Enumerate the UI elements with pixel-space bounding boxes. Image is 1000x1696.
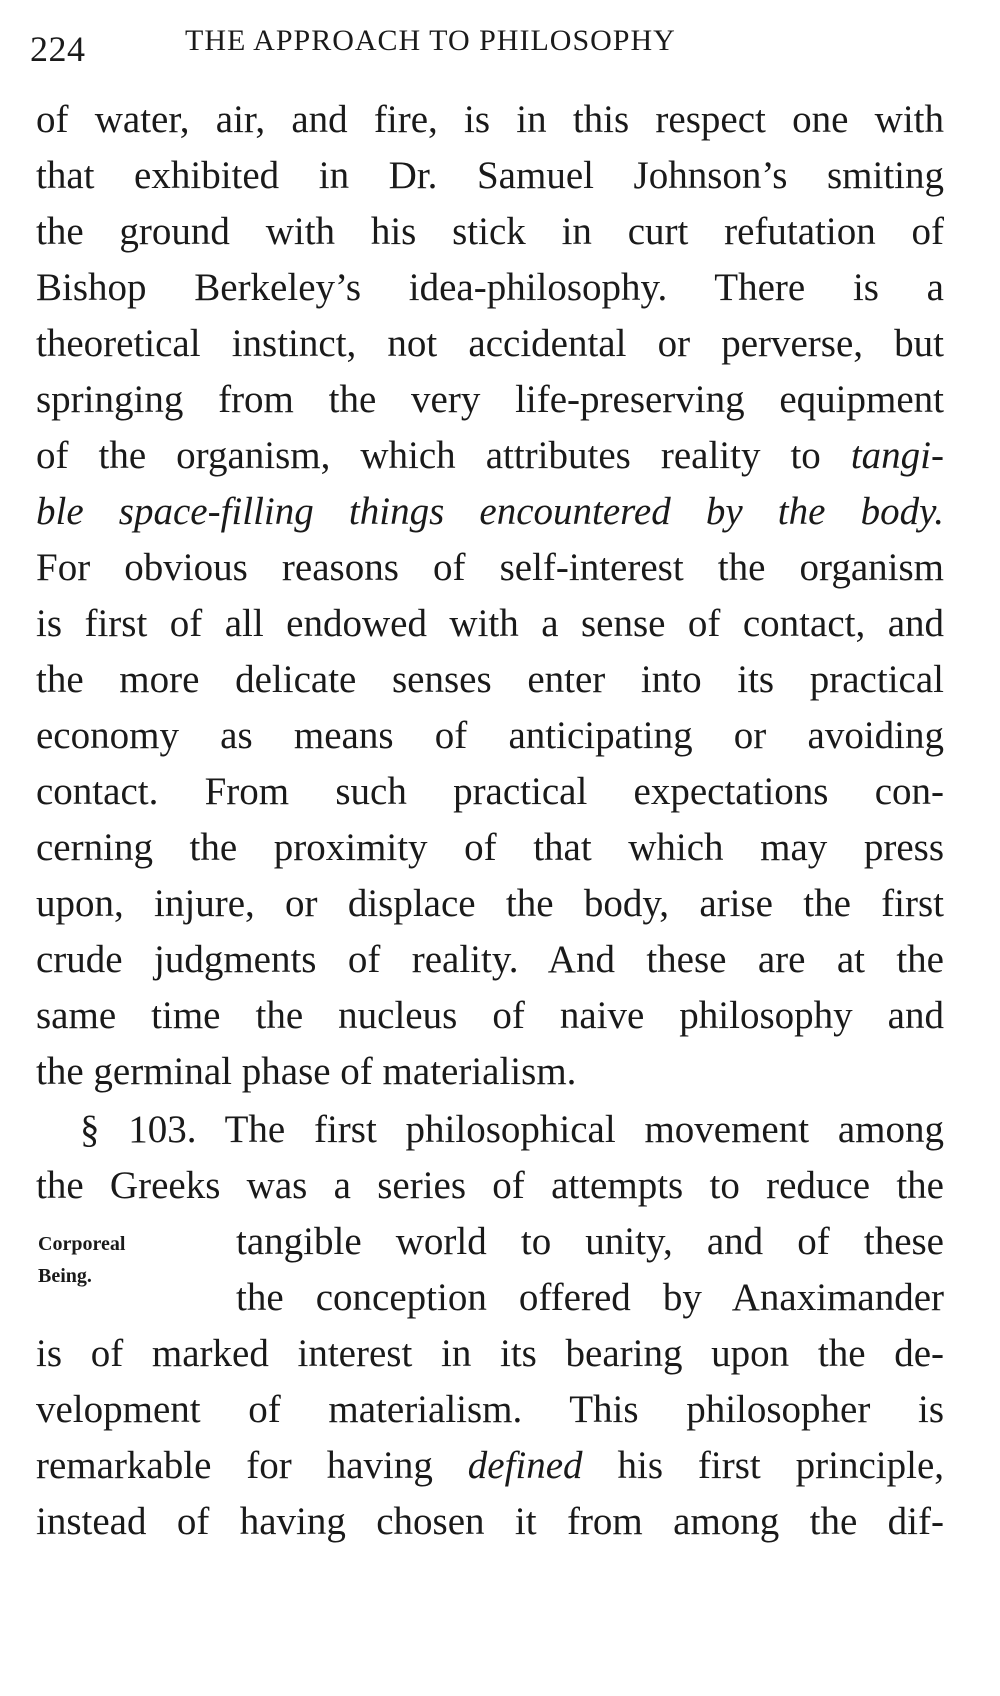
text-line: the Greeks was a series of attempts to reduce the <box>36 1164 944 1207</box>
text-run: of the organism, which attributes reality to <box>36 434 821 477</box>
text-line: economy as means of anticipating or avoiding <box>36 714 944 757</box>
text-line: of water, air, and fire, is in this respect one with <box>36 98 944 141</box>
text-line: the conception offered by Anaximander <box>236 1276 944 1319</box>
text-line: cerning the proximity of that which may press <box>36 826 944 869</box>
text-run: remarkable for having <box>36 1444 433 1487</box>
text-line: Bishop Berkeley’s idea-philosophy. There is a <box>36 266 944 309</box>
text-line <box>36 1438 944 1494</box>
text-line: is of marked interest in its bearing upon the de- <box>36 1332 944 1375</box>
text-line: tangible world to unity, and of these <box>236 1220 944 1263</box>
text-line: upon, injure, or displace the body, arise the first <box>36 882 944 925</box>
text-line: crude judgments of reality. And these are at the <box>36 938 944 981</box>
text-line: is first of all endowed with a sense of contact, and <box>36 602 944 645</box>
text-line: instead of having chosen it from among the dif- <box>36 1500 944 1543</box>
margin-note-line: Corporeal <box>38 1233 126 1255</box>
text-line: the more delicate senses enter into its practical <box>36 658 944 701</box>
margin-note <box>38 1228 125 1292</box>
text-line: springing from the very life-preserving equipment <box>36 378 944 421</box>
text-line: that exhibited in Dr. Samuel Johnson’s smiting <box>36 154 944 197</box>
italic-text: tangi- <box>850 434 944 477</box>
text-line: § 103. The first philosophical movement among <box>80 1108 944 1151</box>
text-run: his first principle, <box>617 1444 945 1487</box>
running-head: THE APPROACH TO PHILOSOPHY <box>185 24 676 57</box>
page-header <box>30 20 940 70</box>
text-line: the germinal phase of materialism. <box>36 1050 577 1093</box>
text-line: contact. From such practical expectations con- <box>36 770 944 813</box>
italic-text: defined <box>467 1444 583 1487</box>
text-line: the ground with his stick in curt refutation of <box>36 210 944 253</box>
italic-text: ble space-filling things encountered by the body. <box>36 490 944 533</box>
text-line <box>36 484 944 540</box>
text-line: For obvious reasons of self-interest the organism <box>36 546 944 589</box>
text-line <box>36 428 944 484</box>
text-line: velopment of materialism. This philosopher is <box>36 1388 944 1431</box>
text-line: theoretical instinct, not accidental or perverse, but <box>36 322 944 365</box>
text-line: same time the nucleus of naive philosophy and <box>36 994 944 1037</box>
margin-note-line: Being. <box>38 1265 92 1287</box>
page-number: 224 <box>30 29 86 69</box>
